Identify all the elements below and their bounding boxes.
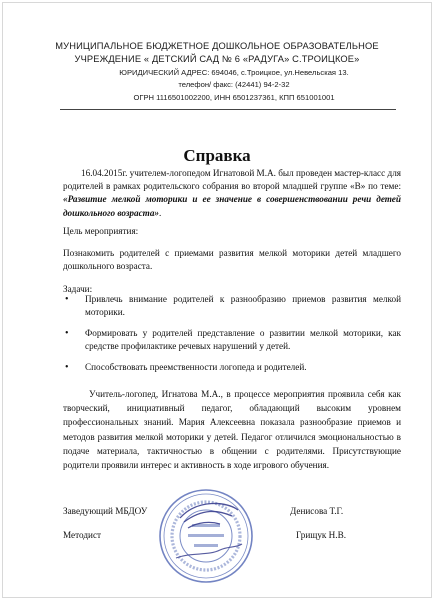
task-text: Формировать у родителей представление о развитии мелкой моторики, как средстве профилактике речевых нарушений у детей. [85, 328, 401, 351]
list-item [63, 327, 401, 353]
phone-fax: телефон/ факс: (42441) 94-2-32 [178, 80, 290, 89]
document-title: Справка [183, 146, 251, 165]
methodist-name: Грищук Н.В. [296, 530, 347, 540]
official-stamp [158, 488, 254, 584]
header-divider [60, 109, 396, 110]
bullet-icon: • [65, 362, 69, 373]
legal-address: ЮРИДИЧЕСКИЙ АДРЕС: 694046, с.Троицкое, ул.Невельская 13. [119, 68, 349, 77]
org-name-line2: УЧРЕЖДЕНИЕ « ДЕТСКИЙ САД № 6 «РАДУГА» С.ТРОИЦКОЕ» [74, 54, 360, 64]
registration-codes: ОГРН 1116501002200, ИНН 6501237361, КПП 651001001 [133, 93, 335, 102]
bullet-icon: • [65, 294, 69, 305]
head-name: Денисова Т.Г. [290, 506, 344, 516]
event-topic: «Развитие мелкой моторики и ее значение в совершенствовании речи детей дошкольного возраста» [63, 194, 401, 218]
bullet-icon: • [65, 328, 69, 339]
list-item [63, 293, 401, 319]
tasks-list [63, 293, 401, 382]
intro-paragraph [63, 167, 401, 220]
conclusion-paragraph: Учитель-логопед, Игнатова М.А., в процессе мероприятия проявила себя как творческий, инициативный педагог, обладающий высоким уровнем профессиональных знаний. Мария Алексеевна показала разнообразие приемов и методов развития мелкой моторики у детей. Педагог отличился эмоциональностью в подаче материала, тактичностью в общении с родителями. Присутствующие родители проявили интерес и активность в ходе игрового обучения. [63, 389, 401, 471]
tasks-heading: Задачи: [63, 284, 93, 294]
purpose-text: Познакомить родителей с приемами развития мелкой моторики детей младшего дошкольного возраста. [63, 248, 401, 272]
intro-end: . [159, 207, 162, 218]
org-name-line1: МУНИЦИПАЛЬНОЕ БЮДЖЕТНОЕ ДОШКОЛЬНОЕ ОБРАЗОВАТЕЛЬНОЕ [55, 41, 379, 51]
intro-text: 16.04.2015г. учителем-логопедом Игнатовой М.А. был проведен мастер-класс для родителей в рамках родительского собрания во второй младшей группе «В» по теме: [63, 168, 401, 192]
methodist-title: Методист [63, 530, 102, 540]
list-item [63, 361, 401, 374]
task-text: Привлечь внимание родителей к разнообразию приемов развития мелкой моторики. [85, 294, 401, 317]
task-text: Способствовать преемственности логопеда и родителей. [85, 362, 307, 372]
purpose-heading: Цель мероприятия: [63, 226, 139, 236]
head-title: Заведующий МБДОУ [63, 506, 148, 516]
